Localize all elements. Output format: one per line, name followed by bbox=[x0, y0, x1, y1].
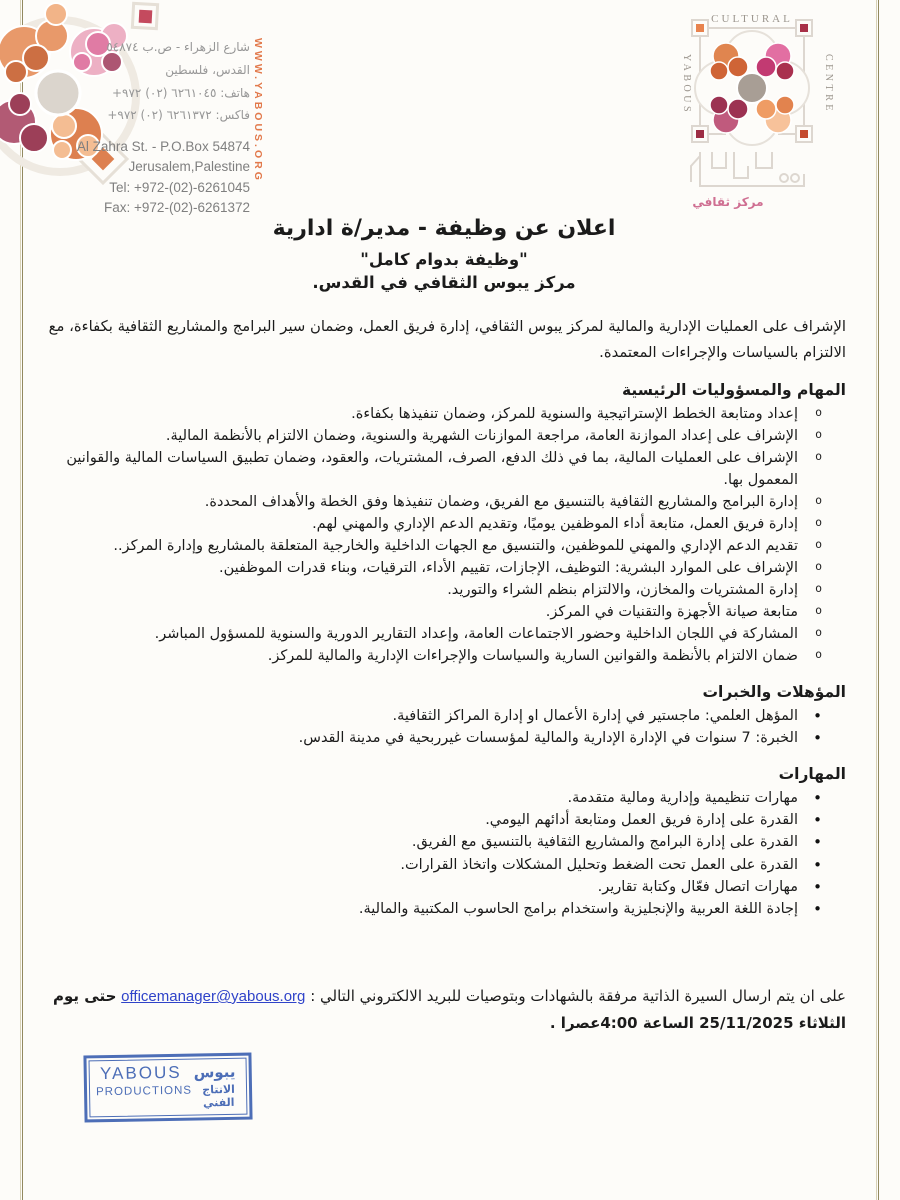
list-item: o تقديم الدعم الإداري والمهني للموظفين، والتنسيق مع الجهات الداخلية والخارجية المتعلقة بالمشاريع وإدارة المركز.. bbox=[42, 535, 824, 557]
phone-ar-line: هاتف: ٦٢٦١٠٤٥ (٠٢) ٩٧٢+ bbox=[111, 85, 250, 100]
page-title: اعلان عن وظيفة - مدير/ة ادارية bbox=[272, 216, 616, 241]
yabous-logo-icon bbox=[666, 6, 838, 224]
application-until-text: حتى يوم bbox=[53, 987, 117, 1005]
address-ar-line: شارع الزهراء - ص.ب ٥٤٨٧٤ bbox=[106, 40, 250, 54]
skills-list bbox=[42, 787, 824, 919]
title-block bbox=[42, 216, 846, 294]
stamp-yabous-en: YABOUS bbox=[99, 1062, 182, 1084]
yabous-productions-stamp bbox=[83, 1053, 252, 1123]
logo-tagline-arabic: مركز ثقافي bbox=[692, 195, 764, 209]
phone-en-line: Tel: +972-(02)-6261045 bbox=[109, 179, 250, 195]
stamp-productions-en: PRODUCTIONS bbox=[95, 1084, 193, 1099]
logo-word-cultural: CULTURAL bbox=[711, 13, 793, 25]
stamp-line-2 bbox=[96, 1083, 240, 1112]
stamp-line-1 bbox=[96, 1062, 240, 1085]
intro-paragraph: الإشراف على العمليات الإدارية والمالية لمركز يبوس الثقافي، إدارة فريق العمل، وضمان سير البرامج والمشاريع الثقافية بكفاءة، مع الالتزام بالسياسات والإجراءات المعتمدة. bbox=[48, 318, 846, 362]
section-heading-skills: المهارات bbox=[778, 765, 846, 784]
yabous-cultural-centre-logo bbox=[666, 6, 838, 224]
list-item: • مهارات تنظيمية وإدارية ومالية متقدمة. bbox=[42, 787, 824, 809]
address-en-line: Al Zahra St. - P.O.Box 54874 bbox=[76, 139, 250, 155]
stamp-yabous-ar: يبوس bbox=[193, 1062, 236, 1082]
fax-ar-line: فاكس: ٦٢٦١٣٧٢ (٠٢) ٩٧٢+ bbox=[107, 108, 250, 123]
application-paragraph bbox=[42, 983, 846, 1037]
fax-en-line: Fax: +972-(02)-6261372 bbox=[104, 199, 250, 215]
tasks-list bbox=[42, 403, 824, 667]
list-item: • مهارات اتصال فعّال وكتابة تقارير. bbox=[42, 876, 824, 898]
application-email-link[interactable]: officemanager@yabous.org bbox=[121, 988, 306, 1005]
list-item: o الإشراف على الموارد البشرية: التوظيف، الإجازات، تقييم الأداء، الترقيات، وبناء قدرات الموظفين. bbox=[42, 557, 824, 579]
application-deadline: الثلاثاء 25/11/2025 الساعة 4:00عصرا . bbox=[549, 1014, 846, 1032]
list-item: • المؤهل العلمي: ماجستير في إدارة الأعمال او إدارة المراكز الثقافية. bbox=[42, 705, 824, 727]
address-en-line: Jerusalem,Palestine bbox=[128, 159, 250, 175]
list-item: o إدارة البرامج والمشاريع الثقافية بالتنسيق مع الفريق، وضمان تنفيذها وفق الخطة والأهداف المحددة. bbox=[42, 491, 824, 513]
list-item: o إدارة فريق العمل، متابعة أداء الموظفين يوميًا، وتقديم الدعم الإداري والمهني لهم. bbox=[42, 513, 824, 535]
document-body bbox=[42, 212, 846, 936]
list-item: o إعداد ومتابعة الخطط الإستراتيجية والسنوية للمركز، وضمان تنفيذها بكفاءة. bbox=[42, 403, 824, 425]
list-item: • الخبرة: 7 سنوات في الإدارة الإدارية والمالية لمؤسسات غيرربحية في مدينة القدس. bbox=[42, 727, 824, 749]
logo-word-centre: CENTRE bbox=[823, 54, 834, 114]
section-heading-qualifications: المؤهلات والخبرات bbox=[702, 683, 846, 702]
list-item: o متابعة صيانة الأجهزة والتقنيات في المركز. bbox=[42, 601, 824, 623]
stamp-productions-ar: الانتاج الفني bbox=[202, 1082, 235, 1110]
list-item: • القدرة على العمل تحت الضغط وتحليل المشكلات واتخاذ القرارات. bbox=[42, 854, 824, 876]
website-vertical-text: WWW.YABOUS.ORG bbox=[252, 38, 264, 183]
contact-block bbox=[0, 36, 250, 218]
application-text: على ان يتم ارسال السيرة الذاتية مرفقة بالشهادات وبتوصيات للبريد الالكتروني التالي : bbox=[310, 987, 846, 1005]
list-item: • القدرة على إدارة فريق العمل ومتابعة أدائهم اليومي. bbox=[42, 809, 824, 831]
stamp-inner-border bbox=[89, 1058, 248, 1118]
logo-word-yabous: YABOUS bbox=[681, 54, 692, 116]
title-subline-org: مركز يبوس الثقافي في القدس. bbox=[312, 273, 576, 293]
title-subline-fulltime: "وظيفة بدوام كامل" bbox=[360, 250, 528, 269]
address-ar-line: القدس، فلسطين bbox=[165, 62, 250, 77]
list-item: • القدرة على إدارة البرامج والمشاريع الثقافية بالتنسيق مع الفريق. bbox=[42, 831, 824, 853]
qualifications-list bbox=[42, 705, 824, 749]
contact-arabic bbox=[0, 36, 250, 127]
list-item: o المشاركة في اللجان الداخلية وحضور الاجتماعات العامة، وإعداد التقارير الدورية والسنوية للمسؤول المباشر. bbox=[42, 623, 824, 645]
list-item: • إجادة اللغة العربية والإنجليزية واستخدام برامج الحاسوب المكتبية والمالية. bbox=[42, 898, 824, 920]
list-item: o إدارة المشتريات والمخازن، والالتزام بنظم الشراء والتوريد. bbox=[42, 579, 824, 601]
list-item: o الإشراف على إعداد الموازنة العامة، مراجعة الموازنات الشهرية والسنوية، وضمان الالتزام بالأنظمة المالية. bbox=[42, 425, 824, 447]
right-border-line bbox=[876, 0, 879, 1200]
list-item: o الإشراف على العمليات المالية، بما في ذلك الدفع، الصرف، المشتريات، والعقود، وضمان تطبيق السياسات المالية والقوانين المعمول بها. bbox=[42, 447, 824, 491]
section-heading-tasks: المهام والمسؤوليات الرئيسية bbox=[622, 380, 846, 399]
contact-english bbox=[0, 137, 250, 218]
list-item: o ضمان الالتزام بالأنظمة والقوانين السارية والسياسات والإجراءات الإدارية والمالية للمركز. bbox=[42, 645, 824, 667]
